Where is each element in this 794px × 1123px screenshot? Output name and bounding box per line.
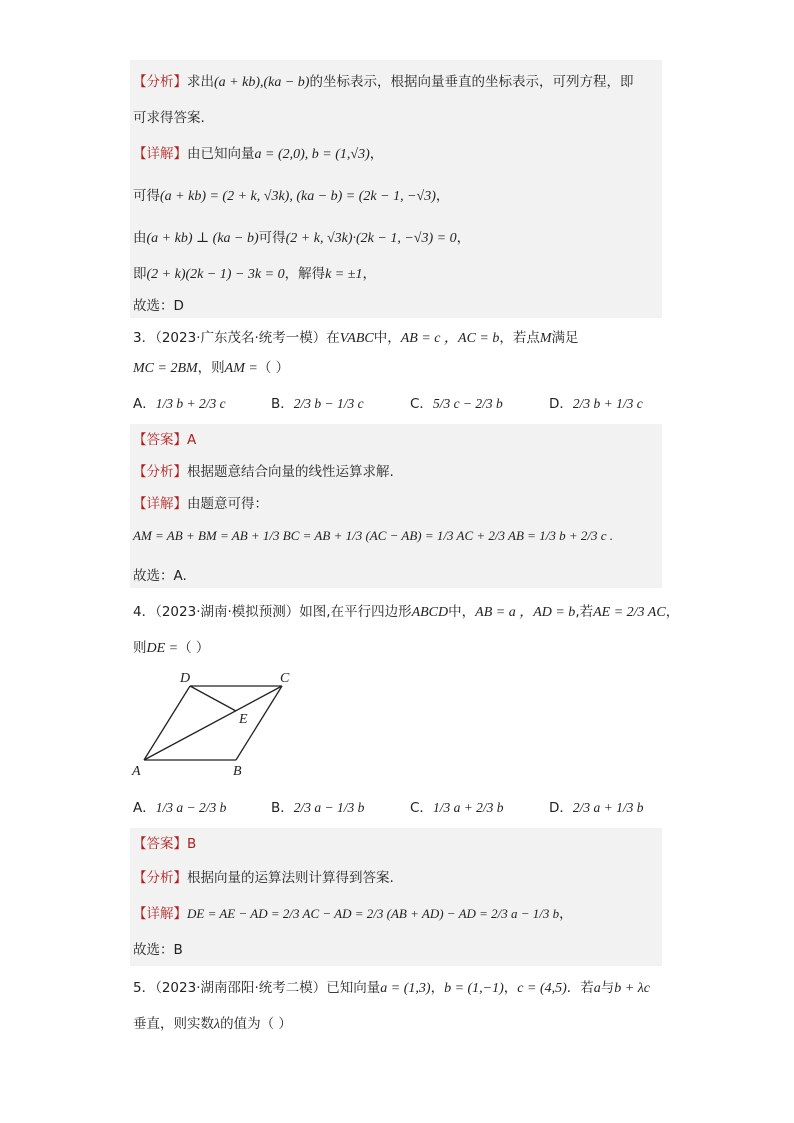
q3-analysis: 【分析】根据题意结合向量的线性运算求解. — [133, 464, 394, 480]
q3-choice: 故选：A. — [133, 568, 187, 584]
q2-detail-line: 【详解】由已知向量a = (2,0), b = (1,√3)， — [133, 146, 384, 162]
q4-option-b[interactable]: B．2/3 a − 1/3 b — [271, 800, 365, 816]
label-e: E — [239, 712, 248, 727]
q4-detail: 【详解】DE = AE − AD = 2/3 AC − AD = 2/3 (AB + AD) − AD = 2/3 a − 1/3 b， — [133, 906, 573, 922]
q3-detail: 【详解】由题意可得： — [133, 496, 268, 512]
detail-tag: 【详解】 — [133, 146, 187, 162]
segment-de — [190, 686, 236, 711]
q3-answer: 【答案】A — [133, 432, 197, 448]
q2-step-line-2: 可得(a + kb) = (2 + k, √3k), (ka − b) = (2k − 1, −√3)， — [133, 188, 450, 204]
q2-step-line-3: 由(a + kb) ⊥ (ka − b)可得(2 + k, √3k)·(2k − 1, −√3) = 0， — [133, 230, 471, 246]
q3-derivation: AM = AB + BM = AB + 1/3 BC = AB + 1/3 (AC − AB) = 1/3 AC + 2/3 AB = 1/3 b + 2/3 c . — [133, 528, 613, 543]
q2-choice: 故选：D — [133, 298, 184, 314]
q4-analysis: 【分析】根据向量的运算法则计算得到答案. — [133, 870, 394, 886]
q2-analysis-line: 【分析】求出(a + kb),(ka − b)的坐标表示，根据向量垂直的坐标表示，可列方程，即 — [133, 74, 634, 90]
label-c: C — [280, 671, 290, 686]
diagonal-ac — [144, 686, 282, 760]
math-expression: DE = AE − AD = 2/3 AC − AD = 2/3 (AB + AD) − AD = 2/3 a − 1/3 b — [187, 906, 560, 921]
math-expression: (a + kb) = (2 + k, √3k), (ka − b) = (2k − 1, −√3) — [160, 189, 436, 204]
q4-answer: 【答案】B — [133, 836, 197, 852]
q4-stem: 4．（2023·湖南·模拟预测）如图,在平行四边形ABCD中，AB = a ，AD = b,若AE = 2/3 AC， — [133, 604, 680, 620]
math-expression: (a + kb) ⊥ (ka − b) — [146, 231, 259, 246]
math-expression: a = (2,0), b = (1,√3) — [254, 147, 370, 162]
q2-analysis-cont: 可求得答案. — [133, 110, 205, 126]
q4-option-a[interactable]: A．1/3 a − 2/3 b — [133, 800, 227, 816]
q4-stem-cont: 则DE =（ ） — [133, 640, 210, 656]
q4-choice: 故选：B — [133, 942, 183, 958]
label-a: A — [132, 764, 141, 779]
q3-option-c[interactable]: C．5/3 c − 2/3 b — [410, 396, 503, 412]
math-expression: (2 + k)(2k − 1) − 3k = 0 — [146, 267, 285, 282]
math-expression: k = ±1 — [325, 267, 363, 282]
q4-option-c[interactable]: C．1/3 a + 2/3 b — [410, 800, 504, 816]
math-expression: (a + kb),(ka − b) — [214, 75, 310, 90]
q3-stem-cont: MC = 2BM，则AM =（ ） — [133, 360, 290, 376]
q3-option-d[interactable]: D．2/3 b + 1/3 c — [549, 396, 643, 412]
q2-step-line-4: 即(2 + k)(2k − 1) − 3k = 0，解得k = ±1， — [133, 266, 376, 282]
q4-option-d[interactable]: D．2/3 a + 1/3 b — [549, 800, 644, 816]
label-d: D — [180, 671, 191, 686]
analysis-tag: 【分析】 — [133, 74, 187, 90]
q5-stem-cont: 垂直，则实数λ的值为（ ） — [133, 1016, 292, 1032]
label-b: B — [233, 764, 242, 779]
q4-solution-box — [130, 828, 662, 966]
q3-option-a[interactable]: A．1/3 b + 2/3 c — [133, 396, 226, 412]
q3-stem: 3．（2023·广东茂名·统考一模）在VABC中，AB = c ，AC = b，若点M满足 — [133, 330, 579, 346]
q3-option-b[interactable]: B．2/3 b − 1/3 c — [271, 396, 364, 412]
parallelogram-figure — [128, 666, 308, 782]
edge-ad — [144, 686, 190, 760]
q5-stem: 5．（2023·湖南邵阳·统考二模）已知向量a = (1,3)，b = (1,−1)，c = (4,5)．若a与b + λc — [133, 980, 651, 996]
math-expression: (2 + k, √3k)·(2k − 1, −√3) = 0 — [285, 231, 457, 246]
